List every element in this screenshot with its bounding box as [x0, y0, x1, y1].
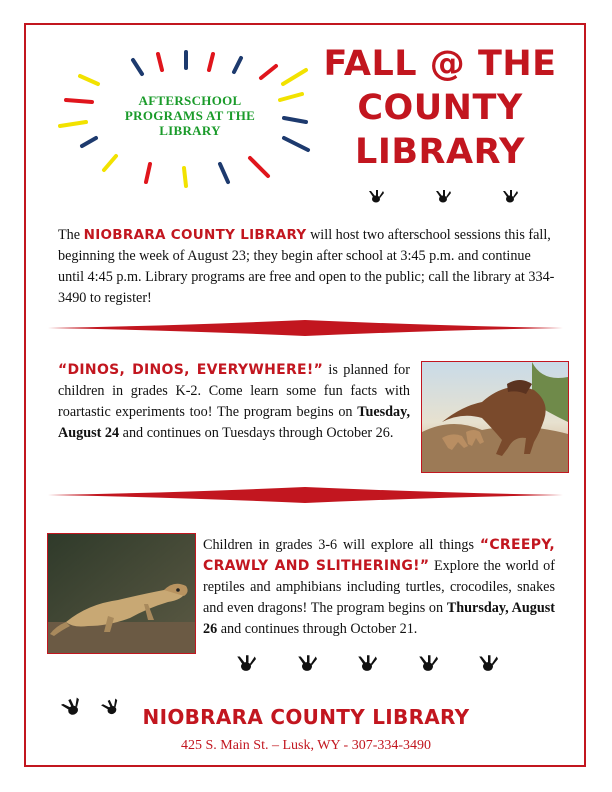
- badge-text: [100, 93, 280, 138]
- reptiles-paragraph: [203, 535, 555, 640]
- dino-footprint-icon: [368, 190, 384, 204]
- dinos-headline: “DINOS, DINOS, EVERYWHERE!”: [58, 362, 324, 378]
- title-line-2: COUNTY: [357, 88, 523, 128]
- dino-footprint-icon: [435, 190, 451, 204]
- footer-address: 425 S. Main St. – Lusk, WY - 307-334-3490: [180, 738, 432, 753]
- dinos-text-1: is planned for children in grades K-2. Come learn some fun facts with roartastic experiments too! The program begins on: [58, 362, 411, 420]
- intro-text-start: The: [58, 227, 84, 243]
- library-name-highlight: NIOBRARA COUNTY LIBRARY: [83, 227, 307, 243]
- dino-footprint-icon: [236, 655, 256, 673]
- dino-footprint-icon: [502, 190, 518, 204]
- dinos-paragraph: [58, 360, 410, 444]
- title-line-1: FALL @ THE: [323, 44, 557, 84]
- page-title: [320, 42, 560, 174]
- lizard-photo: [47, 533, 196, 654]
- reptiles-headline: “CREEPY, CRAWLY AND SLITHERING!”: [203, 537, 555, 574]
- footprints-bottom-right: [236, 655, 498, 673]
- dino-footprint-icon: [478, 655, 498, 673]
- dinos-text-2: and continues on Tuesdays through October 26.: [119, 425, 394, 441]
- footer-library-name: NIOBRARA COUNTY LIBRARY: [142, 705, 470, 729]
- dino-footprint-icon: [418, 655, 438, 673]
- dino-footprint-icon: [297, 655, 317, 673]
- badge-line-1: AFTERSCHOOL: [138, 93, 242, 108]
- title-line-3: LIBRARY: [355, 132, 525, 172]
- dinos-start-date: Tuesday, August 24: [58, 404, 410, 441]
- reptiles-text-2: Explore the world of reptiles and amphibians including turtles, crocodiles, snakes and even dragons! The program begins on: [203, 558, 555, 616]
- reptiles-text-3: and continues through October 21.: [217, 621, 418, 637]
- reptiles-text-1: Children in grades 3-6 will explore all things: [203, 537, 480, 553]
- intro-paragraph: [58, 225, 555, 309]
- reptiles-start-date: Thursday, August 26: [203, 600, 555, 637]
- divider-ornament: [48, 487, 563, 503]
- footprints-top: [368, 190, 518, 204]
- divider-ornament: [48, 320, 563, 336]
- badge-line-3: LIBRARY: [159, 123, 221, 138]
- dino-footprint-icon: [357, 655, 377, 673]
- badge-line-2: PROGRAMS AT THE: [124, 108, 256, 123]
- intro-text-rest: will host two afterschool sessions this fall, beginning the week of August 23; they begin after school at 3:45 p.m. and continue until 4:45 p.m. Library programs are free and open to the public; call the library at 334-3490 to register!: [58, 227, 555, 306]
- dinosaur-photo: [421, 361, 569, 473]
